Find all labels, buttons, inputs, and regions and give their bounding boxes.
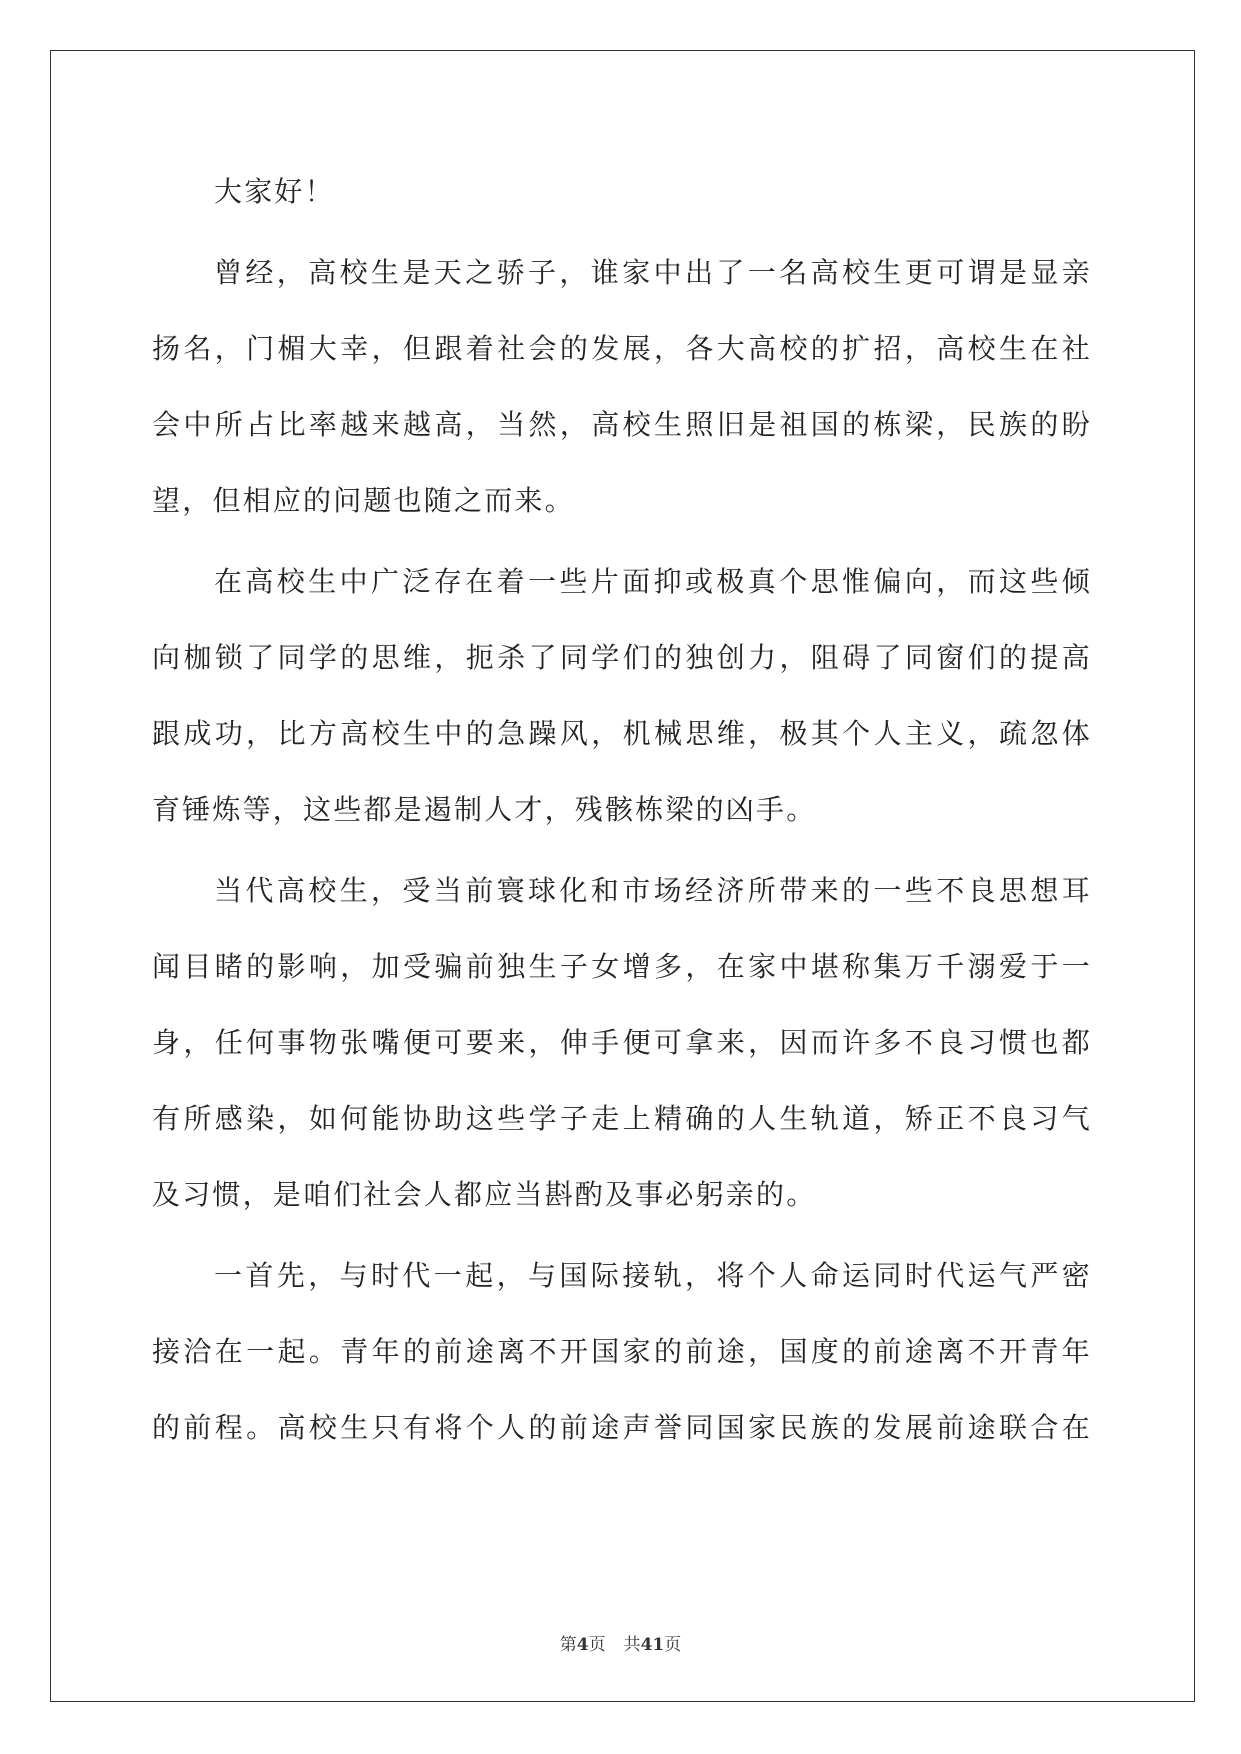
greeting-paragraph	[152, 154, 1092, 230]
paragraph	[152, 853, 1092, 1233]
paragraph-line: 一首先，与时代一起，与国际接轨，将个人命运同时代运气严密	[214, 1259, 1092, 1292]
page-footer	[0, 1630, 1241, 1655]
total-prefix: 共	[623, 1635, 641, 1655]
paragraph-line: 闻目睹的影响，加受骗前独生子女增多，在家中堪称集万千溺爱于一	[152, 950, 1092, 983]
paragraph	[152, 235, 1092, 539]
page-number: 4	[576, 1635, 589, 1655]
total-unit: 页	[664, 1635, 682, 1655]
paragraph-line: 接洽在一起。青年的前途离不开国家的前途，国度的前途离不开青年	[152, 1335, 1092, 1368]
paragraph-list	[152, 235, 1092, 1466]
paragraph-line: 的前程。高校生只有将个人的前途声誉同国家民族的发展前途联合在	[152, 1411, 1092, 1444]
paragraph-line: 扬名，门楣大幸，但跟着社会的发展，各大高校的扩招，高校生在社	[152, 332, 1092, 365]
paragraph-line: 有所感染，如何能协助这些学子走上精确的人生轨道，矫正不良习气	[152, 1102, 1092, 1135]
paragraph-line: 育锤炼等，这些都是遏制人才，残骸栋梁的凶手。	[152, 793, 817, 826]
page-unit: 页	[588, 1635, 606, 1655]
paragraph-line: 曾经，高校生是天之骄子，谁家中出了一名高校生更可谓是显亲	[214, 256, 1092, 289]
paragraph	[152, 544, 1092, 848]
paragraph-line: 跟成功，比方高校生中的急躁风，机械思维，极其个人主义，疏忽体	[152, 717, 1092, 750]
document-body	[152, 154, 1092, 1471]
paragraph	[152, 1238, 1092, 1466]
paragraph-line: 及习惯，是咱们社会人都应当斟酌及事必躬亲的。	[152, 1178, 817, 1211]
total-pages: 41	[640, 1635, 665, 1655]
paragraph-line: 向枷锁了同学的思维，扼杀了同学们的独创力，阻碍了同窗们的提高	[152, 641, 1092, 674]
paragraph-line: 会中所占比率越来越高，当然，高校生照旧是祖国的栋梁，民族的盼	[152, 408, 1092, 441]
paragraph-line: 当代高校生，受当前寰球化和市场经济所带来的一些不良思想耳	[214, 874, 1092, 907]
paragraph-line: 望，但相应的问题也随之而来。	[152, 484, 575, 517]
greeting-text: 大家好！	[214, 175, 335, 208]
page-prefix: 第	[559, 1635, 577, 1655]
paragraph-line: 在高校生中广泛存在着一些片面抑或极真个思惟偏向，而这些倾	[214, 565, 1092, 598]
paragraph-line: 身，任何事物张嘴便可要来，伸手便可拿来，因而许多不良习惯也都	[152, 1026, 1092, 1059]
